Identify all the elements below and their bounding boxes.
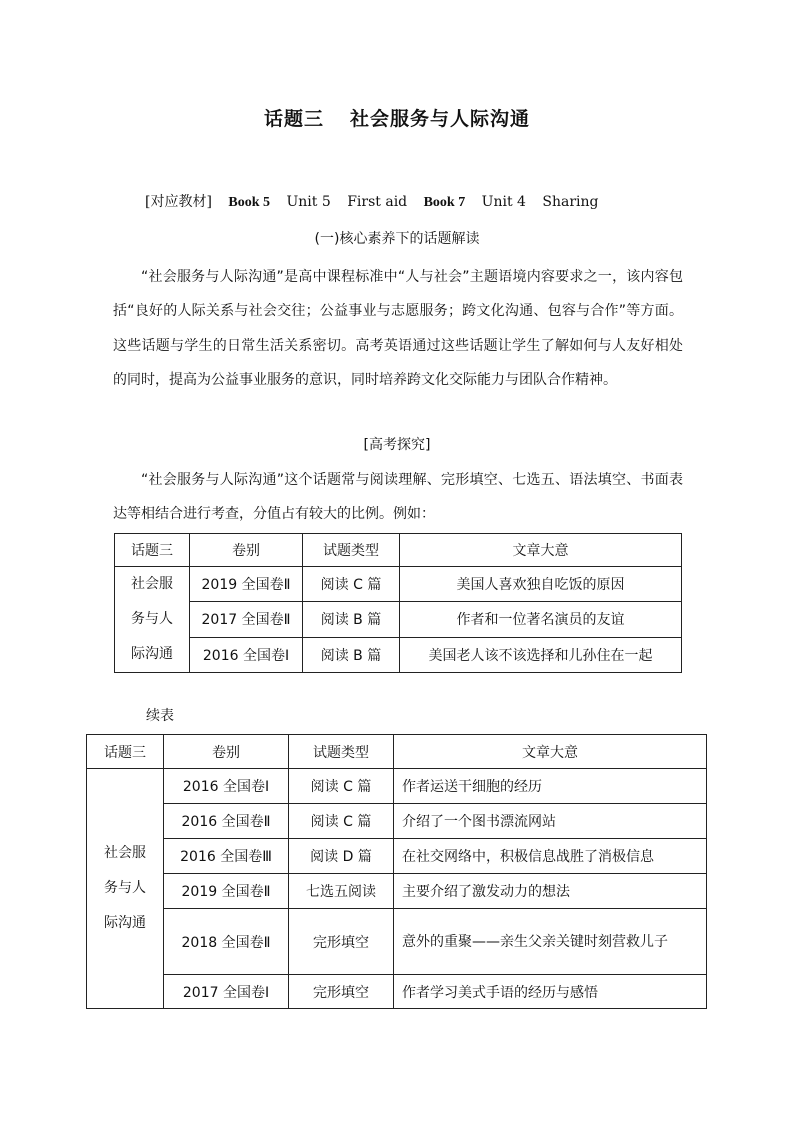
summary-cell: 介绍了一个图书漂流网站: [394, 804, 707, 839]
unit2: Unit 4: [481, 194, 526, 210]
topic-line: 务与人: [131, 611, 173, 627]
exam-paragraph: [113, 463, 683, 532]
textbook-reference: [145, 191, 611, 211]
summary-cell: 在社交网络中，积极信息战胜了消极信息: [394, 839, 707, 874]
table-row: [87, 909, 707, 975]
summary-cell: 作者学习美式手语的经历与感悟: [394, 975, 707, 1009]
summary-cell: 美国人喜欢独自吃饭的原因: [400, 567, 682, 602]
topic2: Sharing: [542, 194, 599, 210]
topic-cell: [87, 769, 164, 1009]
table-row: [87, 874, 707, 909]
type-cell: 完形填空: [289, 975, 394, 1009]
paper-cell: 2016 全国卷Ⅰ: [190, 637, 303, 672]
title-part2: 社会服务与人际沟通: [350, 108, 531, 130]
section-heading: (一)核心素养下的话题解读: [314, 231, 480, 247]
summary-cell: 主要介绍了激发动力的想法: [394, 874, 707, 909]
type-cell: 阅读 C 篇: [289, 804, 394, 839]
col-header-type: 试题类型: [303, 534, 400, 567]
book2: Book 7: [423, 195, 466, 210]
table-row: [115, 602, 682, 637]
type-cell: 阅读 C 篇: [303, 567, 400, 602]
paper-cell: 2016 全国卷Ⅰ: [164, 769, 289, 804]
col-header-summary: 文章大意: [394, 735, 707, 769]
topic1: First aid: [347, 194, 408, 210]
paper-cell: 2016 全国卷Ⅱ: [164, 804, 289, 839]
type-cell: 阅读 D 篇: [289, 839, 394, 874]
exam-table-1: [114, 533, 682, 673]
topic-line: 务与人: [104, 880, 146, 896]
textbook-label: [对应教材]: [145, 194, 212, 210]
summary-cell: 美国老人该不该选择和儿孙住在一起: [400, 637, 682, 672]
type-cell: 七选五阅读: [289, 874, 394, 909]
summary-cell: 意外的重聚——亲生父亲关键时刻营救儿子: [394, 909, 707, 975]
paper-cell: 2019 全国卷Ⅱ: [190, 567, 303, 602]
col-header-topic: 话题三: [115, 534, 190, 567]
col-header-paper: 卷别: [190, 534, 303, 567]
col-header-paper: 卷别: [164, 735, 289, 769]
intro-text: “社会服务与人际沟通”是高中课程标准中“人与社会”主题语境内容要求之一，该内容包括“良好的人际关系与社会交往；公益事业与志愿服务；跨文化沟通、包容与合作”等方面。这些话题与学生的日常生活关系密切。高考英语通过这些话题让学生了解如何与人友好相处的同时，提高为公益事业服务的意识，同时培养跨文化交际能力与团队合作精神。: [113, 269, 683, 388]
topic-cell: [115, 567, 190, 673]
col-header-summary: 文章大意: [400, 534, 682, 567]
intro-paragraph: [113, 260, 683, 397]
table-row: [87, 804, 707, 839]
unit1: Unit 5: [286, 194, 331, 210]
col-header-topic: 话题三: [87, 735, 164, 769]
summary-cell: 作者运送干细胞的经历: [394, 769, 707, 804]
type-cell: 完形填空: [289, 909, 394, 975]
type-cell: 阅读 C 篇: [289, 769, 394, 804]
exam-table-2: [86, 734, 707, 1009]
table-row: [87, 769, 707, 804]
type-cell: 阅读 B 篇: [303, 637, 400, 672]
topic-line: 际沟通: [131, 646, 173, 662]
exam-text: “社会服务与人际沟通”这个话题常与阅读理解、完形填空、七选五、语法填空、书面表达等相结合进行考查，分值占有较大的比例。例如：: [113, 472, 683, 523]
paper-cell: 2017 全国卷Ⅱ: [190, 602, 303, 637]
paper-cell: 2019 全国卷Ⅱ: [164, 874, 289, 909]
paper-cell: 2018 全国卷Ⅱ: [164, 909, 289, 975]
topic-line: 社会服: [104, 845, 146, 861]
continued-label: 续表: [146, 708, 174, 724]
table-row: [115, 567, 682, 602]
summary-cell: 作者和一位著名演员的友谊: [400, 602, 682, 637]
col-header-type: 试题类型: [289, 735, 394, 769]
topic-line: 际沟通: [104, 915, 146, 931]
table-row: [87, 975, 707, 1009]
exam-heading: [高考探究]: [363, 437, 431, 453]
table-row: [115, 637, 682, 672]
topic-line: 社会服: [131, 576, 173, 592]
paper-cell: 2016 全国卷Ⅲ: [164, 839, 289, 874]
title-part1: 话题三: [263, 108, 324, 130]
page-title: [0, 104, 794, 131]
table-row: [87, 839, 707, 874]
book1: Book 5: [228, 195, 271, 210]
type-cell: 阅读 B 篇: [303, 602, 400, 637]
paper-cell: 2017 全国卷Ⅰ: [164, 975, 289, 1009]
